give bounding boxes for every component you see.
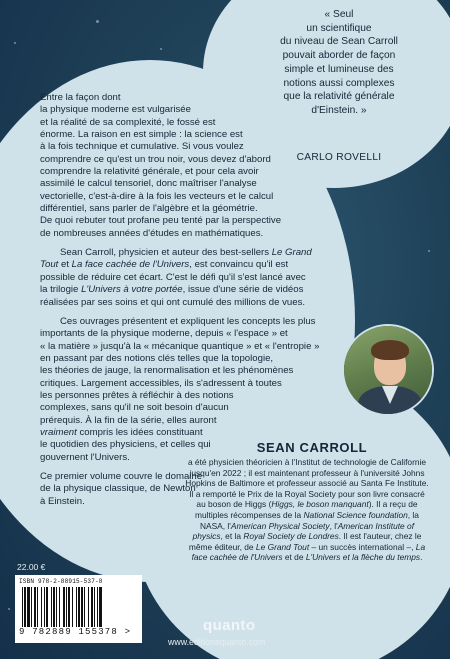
quote-line: du niveau de Sean Carroll [280,36,398,48]
barcode-bar [44,587,45,627]
publisher-logo: quanto [203,617,256,634]
barcode-bar [72,587,73,627]
barcode-bar [94,587,95,627]
barcode-bar [27,587,30,627]
barcode-bar [66,587,67,627]
blurb-paragraph-4: Ce premier volume couvre le domaine de la physique classique, de Newton à Einstein. [40,470,203,507]
barcode-bar [99,587,102,627]
blurb-paragraph-1: Entre la façon dont la physique moderne est vulgarisée et la réalité de sa complexité, le fossé est énorme. La raison en est simple : la science est à la fois technique et cumulative. Si vous voulez comprendre ce qu'est un trou noir, vous devez d'abord comprendre la relativité générale, et pour cela avoir assimilé le calcul tensoriel, donc maîtriser l'analyse vectorielle, c'est-à-dire à la fois les vecteurs et le calcul différentiel, sans parler de l'algèbre et la géométrie. De quoi rebuter tout profane peu tenté par la perspective de nombreuses années d'études en mathématiques. [40,92,282,239]
star-speck [160,48,162,50]
barcode-bar [31,587,32,627]
quote-line: pouvait aborder de façon [282,50,396,62]
quote-line: que la relativité générale [283,91,395,103]
barcode-bar [63,587,65,627]
barcode-bar [41,587,42,627]
price-label: 22.00 € [17,562,46,572]
barcode-bar [22,587,23,627]
quote-author: CARLO ROVELLI [296,152,382,163]
barcode [15,575,142,643]
quote-line: un scientifique [306,22,372,34]
quote-line: « Seul [324,9,354,20]
author-bio: a été physicien théoricien à l'Institut de technologie de Californie jusqu'en 2022 ; il est maintenant professeur à l'université Johns Hopkins de Baltimore et professeur associé au Santa Fe Institute. Il a remporté le Prix de la Royal Society pour son livre consacré au boson de Higgs (Higgs, le boson manquant). Il a reçu de multiples récompenses de la National Science foundation, la NASA, l'American Physical Society, l'American Institute of physics, et la Royal Society de Londres. Il est l'auteur, chez le même éditeur, de Le Grand Tout – un succès international –, La face cachée de l'Univers et de L'Univers et la flèche du temps. [185,457,429,563]
star-speck [96,20,99,23]
barcode-bar [81,587,83,627]
ean-number: 9 782889 155378 > [19,627,132,637]
barcode-bar [91,587,93,627]
barcode-bar [68,587,70,627]
barcode-bar [97,587,98,627]
publisher-website: www.editionsquanto.com [168,637,266,647]
star-speck [14,42,16,44]
barcode-bar [88,587,89,627]
barcode-bar [59,587,60,627]
barcode-bar [51,587,52,627]
author-name: SEAN CARROLL [256,440,368,455]
barcode-bar [53,587,55,627]
quote-line: notions aussi complexes [283,77,395,89]
star-speck [428,250,430,252]
barcode-bar [46,587,48,627]
barcode-bar [34,587,36,627]
barcode-bar [78,587,80,627]
isbn-text: ISBN 978-2-88915-537-8 [19,578,103,585]
barcode-bar [24,587,26,627]
barcode-bar [76,587,77,627]
blurb-paragraph-2: Sean Carroll, physicien et auteur des best-sellers Le Grand Tout et La face cachée de l'Univers, est convaincu qu'il est possible de réduire cet écart. C'est le défi qu'il s'est lancé avec la trilogie L'Univers à votre portée, issue d'une série de vidéos réalisées par ses soins et qui ont cumulé des millions de vues. [40,247,312,308]
barcode-bar [84,587,85,627]
star-speck [8,608,10,610]
quote-line: d'Einstein. » [311,104,367,116]
quote-line: simple et lumineuse des [284,63,394,75]
author-photo [342,324,434,416]
barcode-bars [19,587,138,627]
blurb-paragraph-3: Ces ouvrages présentent et expliquent les concepts les plus importants de la physique moderne, depuis « l'espace » et « la matière » jusqu'à la « mécanique quantique » et « l'entropie » en passant par des notions clés telles que la topologie, les théories de jauge, la renormalisation et les phénomènes critiques. Largement accessibles, ils s'adressent à toutes les personnes prêtes à réfléchir à des notions complexes, sans qu'il ne soit besoin d'aucun prérequis. À la fin de la série, elles auront vraiment compris les idées constituant le quotidien des physiciens, et celles qui gouvernent l'Univers. [40,315,320,463]
barcode-bar [56,587,57,627]
barcode-bar [37,587,38,627]
